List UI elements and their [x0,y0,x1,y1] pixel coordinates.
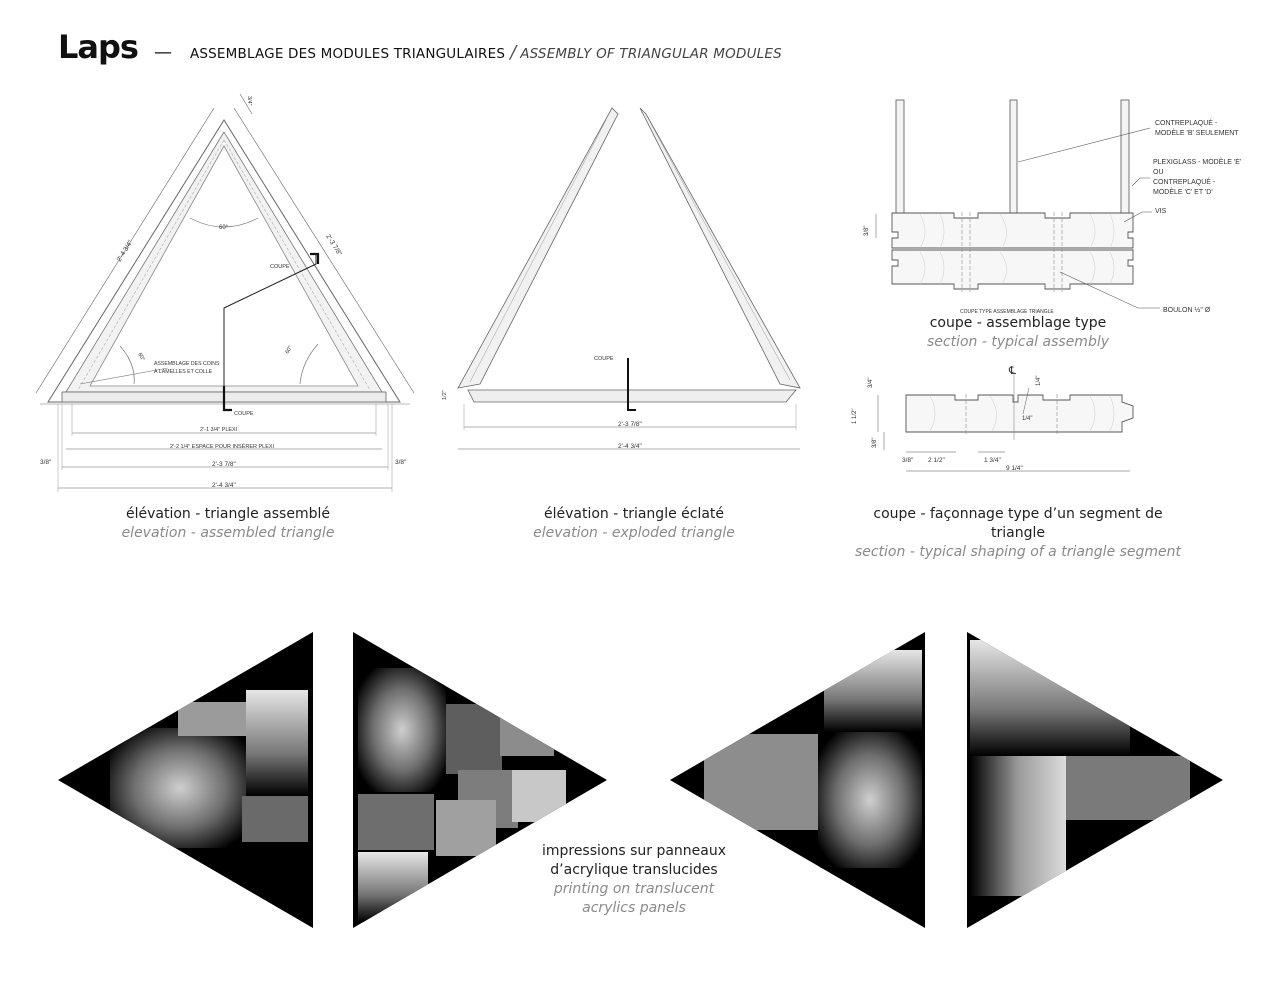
seg-dim-3-8: 3/8" [902,457,914,464]
coupe-type-label: COUPE TYPE ASSEMBLAGE TRIANGLE [960,309,1054,315]
brand-title: Laps [58,28,138,66]
section-dim-3-8: 3/8" [864,225,870,236]
seg-dim-1-3-4: 1 3/4" [984,457,1001,464]
subtitle-fr: ASSEMBLAGE DES MODULES TRIANGULAIRES [189,46,506,62]
boulon-label: BOULON ½" Ø [1163,307,1211,314]
seg-dim-1-4: 1/4" [1022,416,1033,422]
photo-crowd-street [242,796,308,842]
caption-exploded [494,505,774,543]
caption-exploded-fr: élévation - triangle éclaté [543,506,725,522]
segment-shaping-drawing [878,372,1133,471]
dim-3-8-right: 3/8" [395,459,407,466]
assemblage-label-2: À LAMELLES ET COLLE [154,369,213,375]
caption-shaping [848,505,1188,562]
caption-assembled-en: elevation - assembled triangle [121,525,335,541]
photo-country-road [970,756,1066,896]
photo-group-outdoor [358,794,434,850]
dim-2-4-3-4: 2'-4 3/4" [212,482,236,489]
caption-exploded-en: elevation - exploded triangle [533,525,735,541]
dim-side-left: 2'-4 3/4" [115,239,135,264]
caption-printing [524,842,744,918]
caption-section-typ [888,314,1148,352]
section-assembly-drawing [876,100,1160,308]
photo-market [512,770,566,822]
photo-park-trees [970,640,1130,756]
coupe-label-bottom: COUPE [234,411,254,417]
plexiglass-label-4: MODÈLE 'C' ET 'D' [1153,189,1213,196]
seg-dim-2-1-2: 2 1/2" [928,457,945,464]
vis-label: VIS [1155,208,1167,215]
exploded-dim-1-2: 1/2" [442,390,448,400]
photo-quarry-cliff [818,732,922,868]
photo-woman-laundry [358,668,446,792]
caption-assembled [88,505,368,543]
caption-shaping-en: section - typical shaping of a triangle segment [854,544,1182,560]
caption-printing-fr2: d’acrylique translucides [550,862,718,878]
subtitle-en: ASSEMBLY OF TRIANGULAR MODULES [520,46,782,62]
dim-espace: 2'-2 1/4" ESPACE POUR INSÉRER PLEXI [170,444,275,450]
photo-motorcyclist [246,690,308,796]
contreplaque-label-2: MODÈLE 'B' SEULEMENT [1155,130,1239,137]
seg-dim-9-1-4: 9 1/4" [1006,465,1023,472]
dim-side-right: 2'-3 7/8" [324,233,343,258]
centerline-symbol: ℄ [1009,365,1017,377]
coupe-label-top: COUPE [270,264,290,270]
photo-building-construction [824,650,922,732]
dim-top-3-4: 3/4" [246,96,252,106]
photo-women-portrait [436,800,496,856]
angle-left-label: 60° [136,352,146,363]
photo-road-watertower [704,734,822,830]
photo-town-field [1066,756,1190,820]
caption-section-typ-en: section - typical assembly [926,334,1110,350]
caption-shaping-fr: coupe - façonnage type d’un segment de triangle [873,506,1163,541]
exploded-dim-2-3-7-8: 2'-3 7/8" [618,421,642,428]
plexiglass-label-1: PLEXIGLASS - MODÈLE 'E' [1153,159,1242,166]
plexiglass-label-2: OU [1153,169,1164,176]
caption-printing-fr1: impressions sur panneaux [541,843,727,859]
caption-assembled-fr: élévation - triangle assemblé [126,506,330,522]
photo-triangle-4 [967,632,1223,928]
caption-printing-en2: acrylics panels [582,900,686,916]
caption-section-typ-fr: coupe - assemblage type [929,315,1107,331]
exploded-coupe-label: COUPE [594,356,614,362]
photo-triangle-1 [58,632,313,928]
caption-printing-en1: printing on translucent [553,881,715,897]
dim-2-3-7-8: 2'-3 7/8" [212,461,236,468]
photo-church [358,852,428,922]
plexiglass-label-3: CONTREPLAQUÉ - [1153,179,1216,186]
seg-dim-1-4-top: 1/4" [1036,375,1042,386]
photo-couple [110,728,250,848]
subtitle-slash: / [510,42,517,63]
angle-top-label: 60° [219,225,229,231]
exploded-triangle-drawing [458,108,800,449]
assemblage-label-1: ASSEMBLAGE DES COINS [154,361,220,367]
header-dash: — [153,42,172,63]
seg-dim-3-4-left: 3/4" [868,377,874,388]
dim-3-8-left: 3/8" [40,459,52,466]
angle-right-label: 60° [284,344,294,355]
exploded-dim-2-4-3-4: 2'-4 3/4" [618,443,642,450]
photo-classroom [446,704,502,774]
seg-dim-1-1-2: 1 1/2" [852,408,858,424]
contreplaque-label-1: CONTREPLAQUÉ - [1155,120,1218,127]
seg-dim-3-8-left: 3/8" [872,437,878,448]
photo-street-scene [500,716,554,756]
dim-plexi: 2'-1 3/4" PLEXI [200,427,238,433]
